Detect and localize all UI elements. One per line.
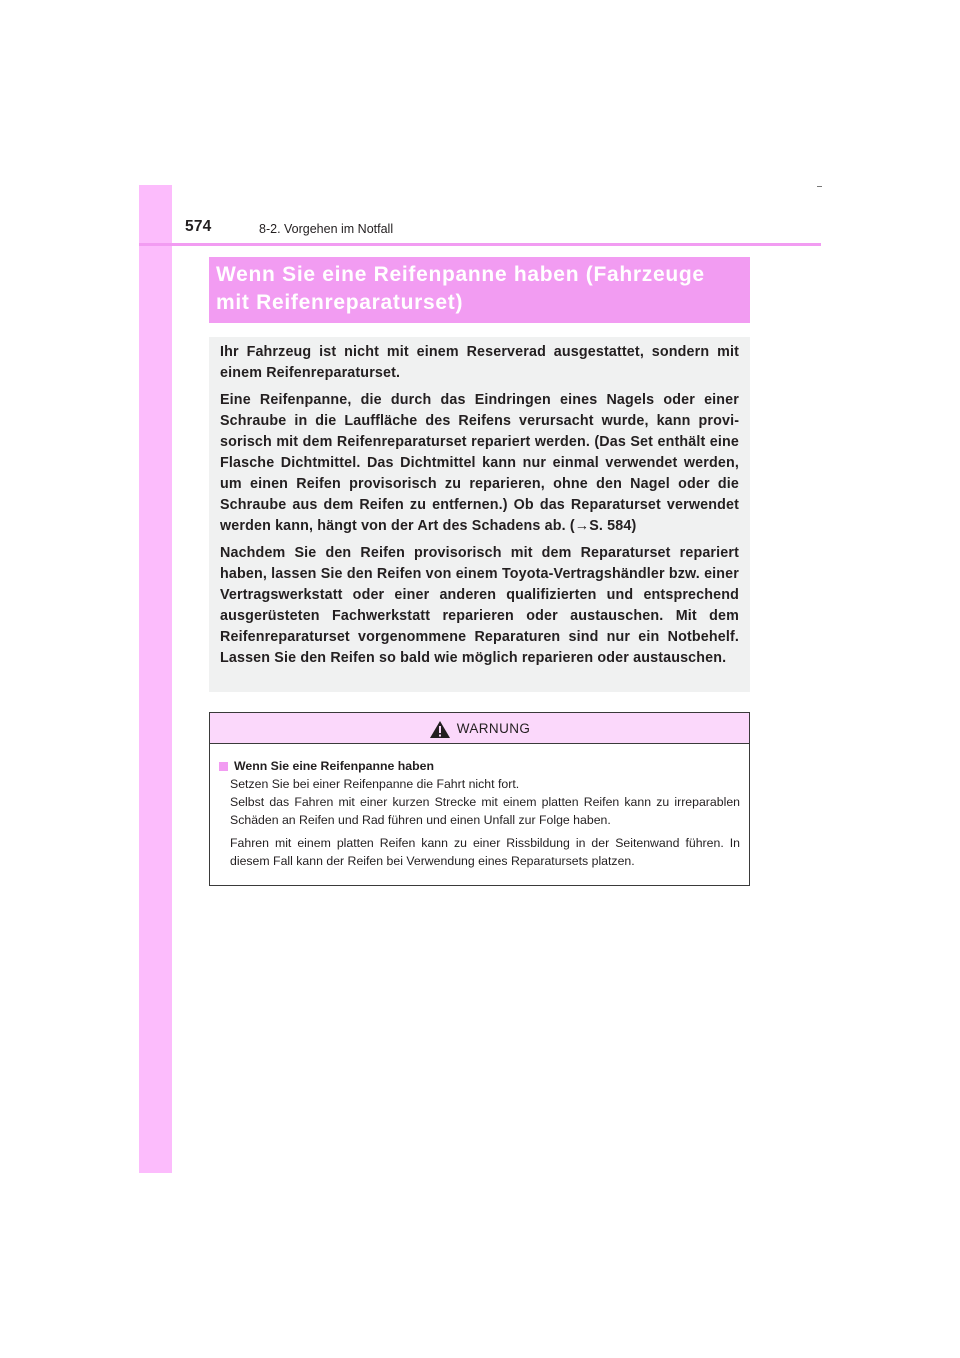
warning-triangle-icon [429, 720, 451, 739]
intro-paragraph: Ihr Fahrzeug ist nicht mit einem Reserverad ausgestattet, sondern mit einem Reifenreparaturset. [220, 344, 739, 381]
intro-box [209, 337, 750, 692]
warning-line: Setzen Sie bei einer Reifenpanne die Fahrt nicht fort. [230, 777, 520, 791]
warning-paragraph: Selbst das Fahren mit einer kurzen Strecke mit einem platten Reifen kann zu irreparablen Schäden an Reifen und Rad führen und einen Unfall zur Folge haben. [230, 795, 740, 827]
intro-paragraph: Nachdem Sie den Reifen provisorisch mit dem Reparaturset repariert haben, lassen Sie den Reifen von einem Toyota-Vertragshändler bzw. einer Vertragswerkstatt oder einer anderen qualifizierten und entsprechend ausgerüsteten Fachwerkstatt reparieren oder austauschen. Mit dem Reifenreparaturset vorgenommene Reparaturen sind nur ein Notbehelf. Lassen Sie den Reifen so bald wie möglich reparieren oder austauschen. [220, 545, 739, 666]
square-bullet-icon [219, 762, 228, 771]
page-heading-text: Wenn Sie eine Reifenpanne haben (Fahrzeuge mit Reifenreparaturset) [216, 263, 705, 314]
section-title: 8-2. Vorgehen im Notfall [259, 222, 394, 236]
warning-box [209, 712, 750, 886]
warning-item-title [219, 757, 740, 775]
warning-paragraph [230, 775, 740, 793]
warning-body [210, 744, 749, 870]
warning-paragraph: Fahren mit einem platten Reifen kann zu einer Rissbildung in der Seitenwand führen. In diesem Fall kann der Reifen bei Verwendung eines Reparatursets platzen. [230, 836, 740, 868]
header-rule [139, 243, 821, 246]
warning-title: WARNUNG [456, 720, 531, 736]
warning-header [210, 713, 749, 744]
chapter-side-tab [139, 185, 172, 1173]
page-heading [209, 257, 750, 323]
crop-mark [817, 186, 822, 187]
intro-paragraph: Eine Reifenpanne, die durch das Eindringen eines Nagels oder einer Schraube in die Lauffläche des Reifens verursacht wurde, kann provisorisch mit dem Reifenreparaturset repariert werden. (Das Set enthält eine Flasche Dichtmittel. Das Dichtmittel kann nur einmal verwendet werden, um einen Reifen provisorisch zu reparieren, ohne den Nagel oder die Schraube aus dem Reifen zu entfernen.) Ob das Reparaturset verwendet werden kann, hängt von der Art des Schadens ab. (→S. 584) [220, 392, 739, 534]
page-number: 574 [185, 218, 212, 235]
warning-item-title-text: Wenn Sie eine Reifenpanne haben [234, 759, 434, 773]
